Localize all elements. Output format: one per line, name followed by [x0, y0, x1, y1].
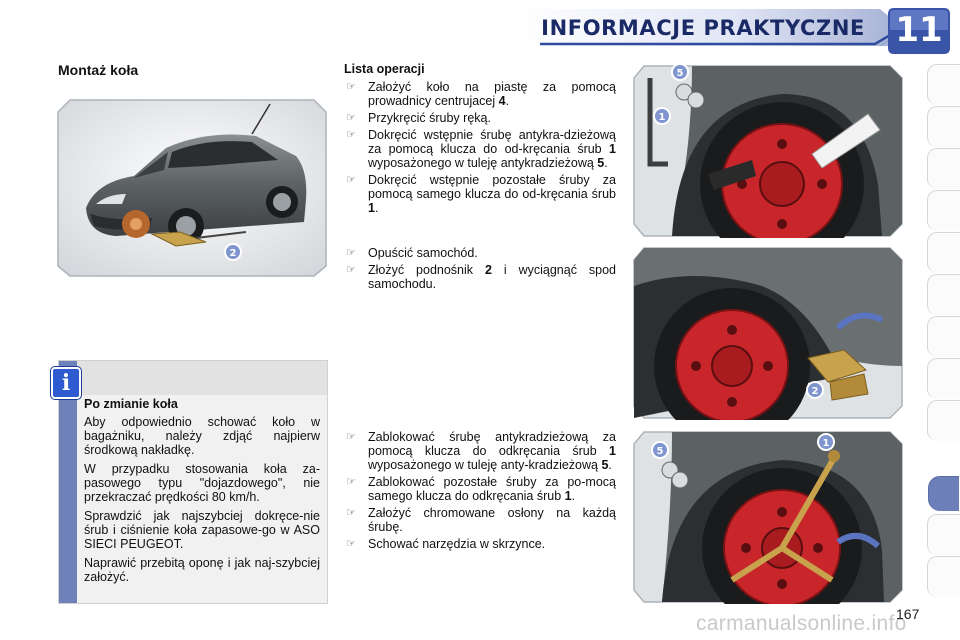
car-jack-illustration	[56, 96, 328, 278]
pointer-bullet-icon: ☞	[346, 81, 356, 93]
pointer-bullet-icon: ☞	[346, 507, 356, 519]
chapter-tab-strip	[927, 64, 960, 584]
info-title: Po zmianie koła	[84, 397, 178, 411]
info-content	[84, 397, 320, 589]
pointer-bullet-icon: ☞	[346, 112, 356, 124]
operation-step: ☞ Schować narzędzia w skrzynce.	[346, 537, 546, 551]
chapter-tab[interactable]	[927, 514, 960, 555]
operations-title: Lista operacji	[344, 62, 425, 76]
callout-number: 5	[676, 68, 684, 79]
operation-step: ☞ Założyć chromowane osłony na każdą śrubę.	[346, 506, 616, 534]
chapter-tab[interactable]	[927, 106, 960, 147]
info-header-band	[77, 361, 327, 395]
chapter-tab[interactable]	[927, 190, 960, 231]
chapter-title: INFORMACJE PRAKTYCZNE	[541, 16, 865, 40]
chapter-tab[interactable]	[927, 232, 960, 273]
chapter-tab[interactable]	[927, 400, 960, 441]
chapter-tab[interactable]	[927, 358, 960, 399]
callout-number: 1	[658, 112, 666, 123]
pointer-bullet-icon: ☞	[346, 129, 356, 141]
info-paragraph: W przypadku stosowania koła za-pasowego typu "dojazdowego", nie przekraczać prędkości 80 km/h.	[84, 462, 320, 504]
pointer-bullet-icon: ☞	[346, 247, 356, 259]
operations-group-3	[344, 430, 616, 554]
page-number: 167	[896, 606, 920, 622]
chapter-tab-active[interactable]	[928, 476, 959, 511]
chapter-tab[interactable]	[927, 556, 960, 597]
chapter-number: 11	[895, 10, 943, 50]
chapter-tab[interactable]	[927, 316, 960, 357]
operation-step: ☞ Założyć koło na piastę za pomocą prowadnicy centrujacej 4.	[346, 80, 616, 108]
operation-step: ☞ Złożyć podnośnik 2 i wyciągnąć spod samochodu.	[346, 263, 616, 291]
pointer-bullet-icon: ☞	[346, 431, 356, 443]
info-paragraph: Sprawdzić jak najszybciej dokręce-nie śrub i ciśnienie koła zapasowe-go w ASO SIECI PEUGEOT.	[84, 509, 320, 551]
pointer-bullet-icon: ☞	[346, 264, 356, 276]
callout-number: 2	[229, 248, 237, 259]
chapter-tab[interactable]	[927, 64, 960, 105]
operations-group-1	[344, 80, 616, 218]
info-icon: i	[51, 367, 81, 399]
wheel-mounting-illustration-3	[632, 430, 904, 604]
section-title: Montaż koła	[58, 62, 139, 78]
pointer-bullet-icon: ☞	[346, 174, 356, 186]
wheel-mounting-illustration-1	[632, 64, 904, 238]
watermark: carmanualsonline.info	[696, 612, 907, 635]
callout-number: 1	[822, 438, 830, 449]
operation-step: ☞ Przykręcić śruby ręką.	[346, 111, 491, 125]
callout-number: 2	[811, 386, 819, 397]
operation-step: ☞ Zablokować pozostałe śruby za po-mocą samego klucza do odkręcania śrub 1.	[346, 475, 616, 503]
info-paragraph: Naprawić przebitą oponę i jak naj-szybciej założyć.	[84, 556, 320, 584]
wheel-mounting-illustration-2	[632, 246, 904, 420]
chapter-tab[interactable]	[927, 148, 960, 189]
chapter-tab[interactable]	[927, 274, 960, 315]
operation-step: ☞ Dokręcić wstępnie pozostałe śruby za pomocą samego klucza do od-kręcania śrub 1.	[346, 173, 616, 215]
pointer-bullet-icon: ☞	[346, 476, 356, 488]
operation-step: ☞ Dokręcić wstępnie śrubę antykra-dzieżową za pomocą klucza do od-kręcania śrub 1 wyposażonego w tuleję antykradzieżową 5.	[346, 128, 616, 170]
operation-step: ☞ Zablokować śrubę antykradzieżową za pomocą klucza do odkręcania śrub 1 wyposażonego w tuleję anty-kradzieżową 5.	[346, 430, 616, 472]
operations-group-2	[344, 246, 616, 294]
callout-number: 5	[656, 446, 664, 457]
operation-step: ☞ Opuścić samochód.	[346, 246, 478, 260]
info-paragraph: Aby odpowiednio schować koło w bagażniku, należy zdjąć najpierw środkową nakładkę.	[84, 415, 320, 457]
pointer-bullet-icon: ☞	[346, 538, 356, 550]
